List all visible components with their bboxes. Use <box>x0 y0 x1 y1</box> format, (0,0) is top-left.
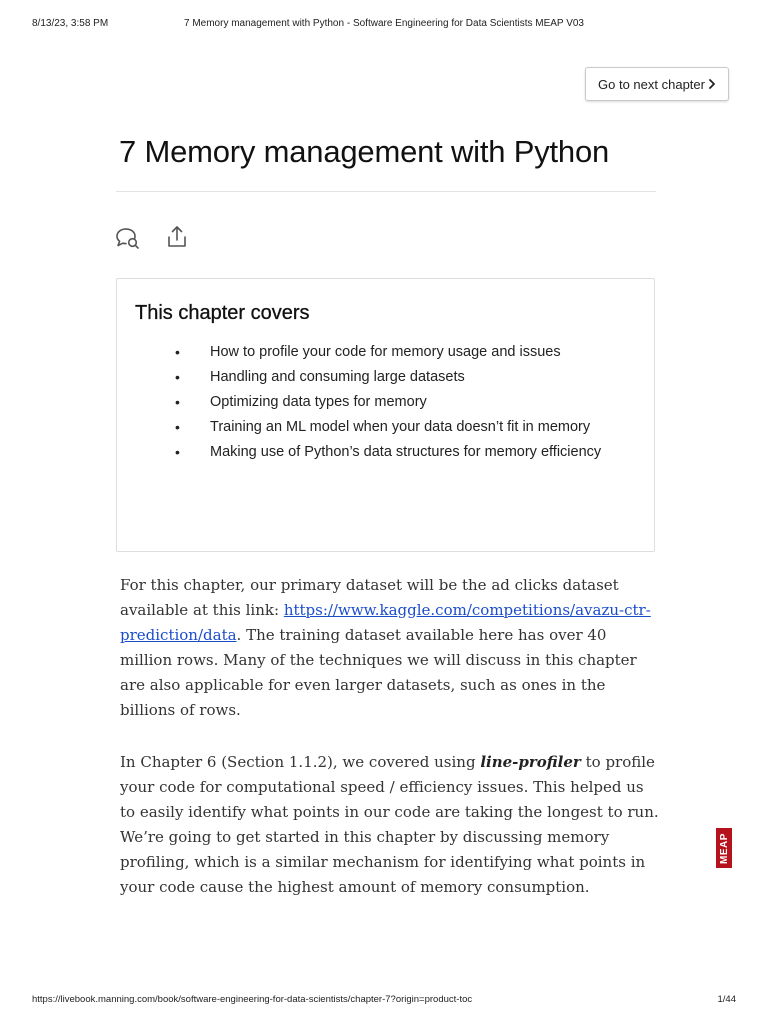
comment-icon[interactable] <box>113 223 141 251</box>
meap-label: MEAP <box>718 832 730 864</box>
chapter-covers-heading: This chapter covers <box>135 302 310 324</box>
paragraph-text: . The training dataset available here has over 40 million rows. Many of the techniques we will discuss in this chapter are also applicable for even larger datasets, such as ones in the billions of rows. <box>120 626 637 719</box>
paragraph-text: to profile your code for computational speed / efficiency issues. This helped us to easily identify what points in our code are taking the longest to run. We’re going to get started in this chapter by discussing memory profiling, which is a similar mechanism for identifying what points in your code cause the highest amount of memory consumption. <box>120 753 659 896</box>
list-item: • Making use of Python’s data structures for memory efficiency <box>175 440 605 465</box>
paragraph-text: For this chapter, our primary dataset will be the ad clicks dataset available at this link: <box>120 576 619 619</box>
title-divider <box>116 191 656 192</box>
chevron-right-icon <box>708 79 716 89</box>
body-paragraph-profiling <box>120 750 660 900</box>
print-datetime: 8/13/23, 3:58 PM <box>32 18 109 29</box>
share-icon[interactable] <box>163 223 191 251</box>
chapter-covers-list <box>175 340 605 465</box>
paragraph-text: In Chapter 6 (Section 1.1.2), we covered using <box>120 753 481 771</box>
chapter-title: 7 Memory management with Python <box>119 134 610 169</box>
list-item: • Optimizing data types for memory <box>175 390 605 415</box>
meap-side-tab[interactable] <box>716 828 732 868</box>
emphasis-term: line-profiler <box>480 753 581 771</box>
print-url: https://livebook.manning.com/book/software-engineering-for-data-scientists/chapter-7?origin=product-toc <box>32 994 473 1005</box>
next-chapter-button[interactable] <box>585 67 729 101</box>
next-chapter-label: Go to next chapter <box>598 76 705 92</box>
print-document-title: 7 Memory management with Python - Software Engineering for Data Scientists MEAP V03 <box>183 18 584 29</box>
list-item: • How to profile your code for memory usage and issues <box>175 340 605 365</box>
chapter-toolbar <box>113 223 191 251</box>
dataset-link[interactable]: https://www.kaggle.com/competitions/avazu-ctr-prediction/data <box>120 601 651 644</box>
list-item: • Training an ML model when your data doesn’t fit in memory <box>175 415 605 440</box>
body-paragraph-dataset <box>120 573 660 723</box>
print-footer <box>0 994 768 1008</box>
print-header <box>0 18 768 32</box>
list-item: • Handling and consuming large datasets <box>175 365 605 390</box>
page-number: 1/44 <box>717 994 736 1005</box>
